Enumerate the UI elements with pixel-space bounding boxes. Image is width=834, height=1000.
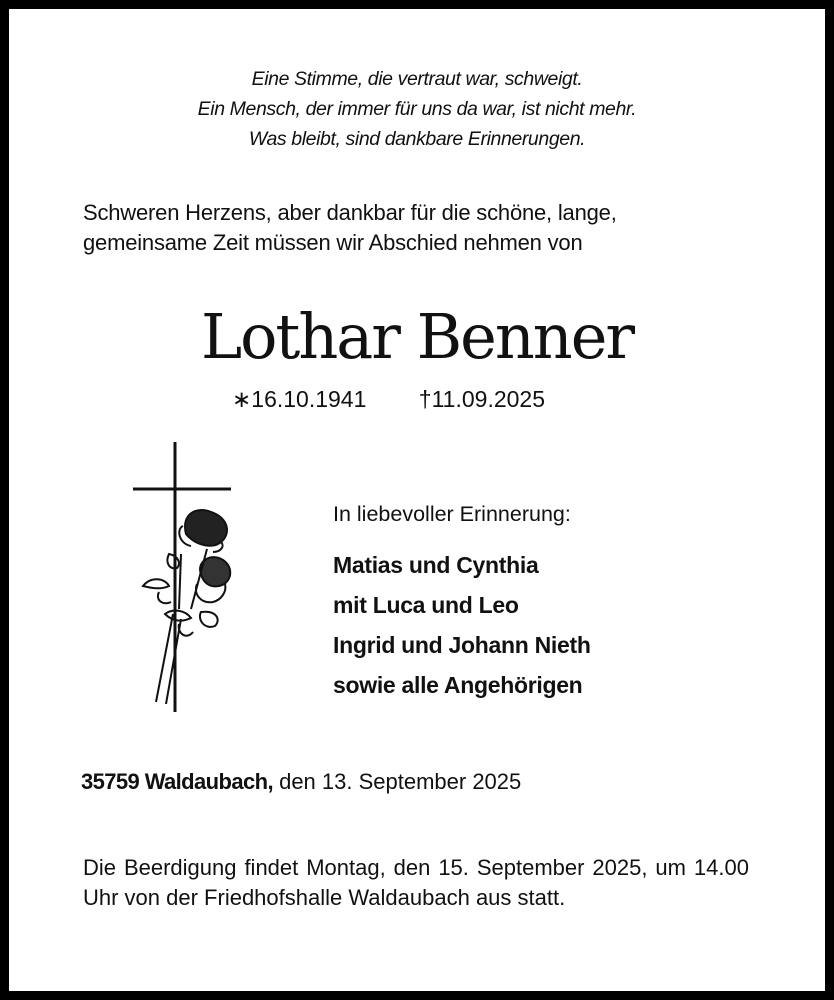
verse-line: Ein Mensch, der immer für uns da war, ist nicht mehr.	[197, 98, 637, 120]
memory-label: In liebevoller Erinnerung:	[333, 502, 571, 526]
place-name: 35759 Waldaubach,	[81, 769, 273, 794]
birth-date: ∗16.10.1941	[232, 386, 367, 412]
intro-line: gemeinsame Zeit müssen wir Abschied nehmen von	[83, 230, 583, 255]
memorial-verse	[9, 64, 825, 154]
cross-with-roses-icon	[121, 434, 247, 716]
family-line: sowie alle Angehörigen	[333, 672, 583, 698]
death-date: †11.09.2025	[418, 386, 545, 412]
family-line: mit Luca und Leo	[333, 592, 519, 618]
notice-date: den 13. September 2025	[272, 769, 522, 794]
intro-text	[83, 198, 617, 258]
death-cross-icon: †	[418, 386, 432, 412]
deceased-name: Lothar Benner	[200, 300, 634, 373]
family-line: Ingrid und Johann Nieth	[333, 632, 591, 658]
verse-line: Eine Stimme, die vertraut war, schweigt.	[251, 68, 583, 90]
life-dates	[232, 384, 545, 414]
funeral-info: Die Beerdigung findet Montag, den 15. September 2025, um 14.00 Uhr von der Friedhofshalle Waldaubach aus statt.	[83, 855, 749, 910]
birth-star-icon: ∗	[232, 386, 252, 412]
verse-line: Was bleibt, sind dankbare Erinnerungen.	[248, 128, 586, 150]
intro-line: Schweren Herzens, aber dankbar für die schöne, lange,	[83, 200, 617, 225]
place-and-date	[81, 767, 521, 797]
obituary-notice	[9, 9, 825, 991]
family-line: Matias und Cynthia	[333, 552, 539, 578]
family-list	[333, 545, 591, 705]
